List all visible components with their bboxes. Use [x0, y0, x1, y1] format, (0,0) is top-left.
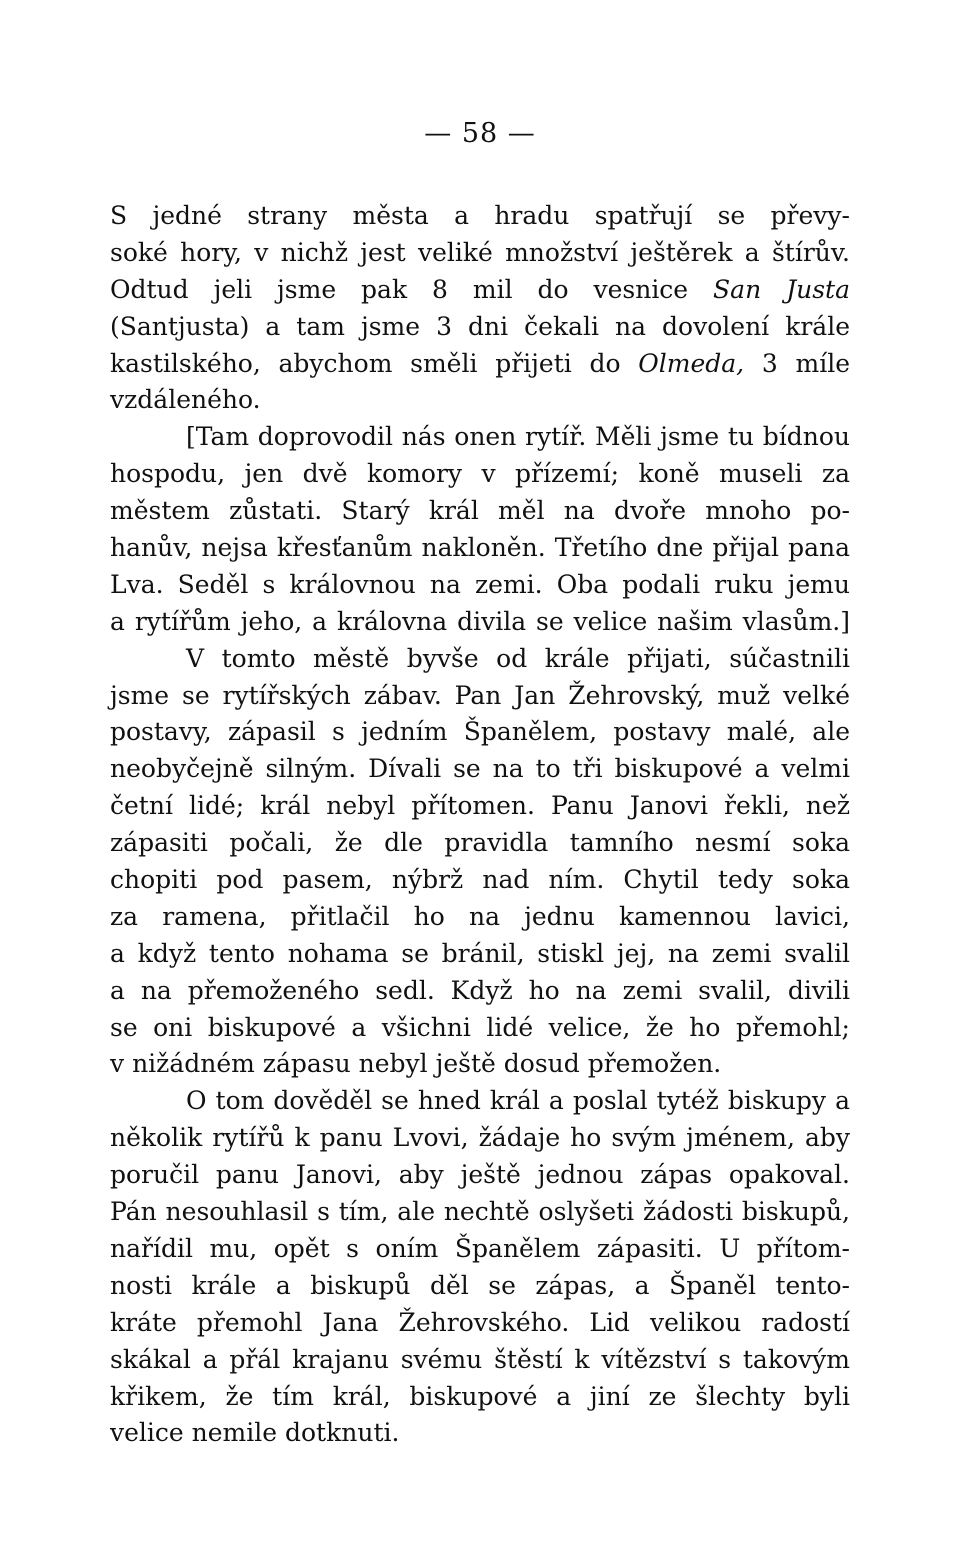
text-run: městem zůstati. Starý král měl na dvoře mnoho po- [110, 496, 850, 526]
text-run: Pán nesouhlasil s tím, ale nechtě oslyšeti žádosti biskupů, [110, 1197, 850, 1227]
text-run: nosti krále a biskupů děl se zápas, a Španěl tento- [110, 1270, 850, 1300]
text-line [110, 419, 850, 456]
text-run: křikem, že tím král, biskupové a jiní ze šlechty byli [110, 1381, 850, 1411]
text-run: S jedné strany města a hradu spatřují se převy- [110, 201, 850, 230]
text-line [110, 641, 850, 678]
text-run: hanův, nejsa křesťanům nakloněn. Třetího dne přijal pana [110, 533, 850, 563]
text-line [110, 346, 850, 383]
text-run: V tomto městě byvše od krále přijati, súčastnili [186, 643, 850, 673]
text-run: neobyčejně silným. Dívali se na to tři biskupové a velmi [110, 754, 850, 784]
text-line [110, 751, 850, 788]
text-run: skákal a přál krajanu svému štěstí k vítězství s takovým [110, 1344, 850, 1374]
text-line [110, 825, 850, 862]
text-line [110, 862, 850, 899]
text-line [110, 382, 850, 419]
page-number: — 58 — [424, 118, 536, 149]
text-run: O tom dověděl se hned král a poslal tytéž biskupy a [186, 1086, 850, 1116]
italic-place-name: Olmeda, [638, 348, 745, 378]
text-line [110, 272, 850, 309]
text-run: jsme se rytířských zábav. Pan Jan Žehrovský, muž velké [110, 680, 850, 710]
text-run: poručil panu Janovi, aby ještě jednou zápas opakoval. [110, 1160, 850, 1190]
text-line [110, 567, 850, 604]
text-line [110, 1010, 850, 1047]
text-run: vzdáleného. [110, 385, 261, 415]
text-run: hospodu, jen dvě komory v přízemí; koně museli za [110, 459, 850, 489]
text-line [110, 714, 850, 751]
text-line [110, 1342, 850, 1379]
italic-place-name: San Justa [713, 274, 851, 304]
text-line [110, 899, 850, 936]
text-run: a rytířům jeho, a královna divila se velice našim vlasům.] [110, 606, 850, 636]
text-line [110, 1120, 850, 1157]
text-line [110, 1268, 850, 1305]
text-line [110, 936, 850, 973]
text-line [110, 198, 850, 235]
text-run: za ramena, přitlačil ho na jednu kamennou lavici, [110, 901, 850, 931]
text-run: kráte přemohl Jana Žehrovského. Lid velikou radostí [110, 1307, 850, 1337]
text-run: [Tam doprovodil nás onen rytíř. Měli jsme tu bídnou [186, 422, 850, 452]
text-run: několik rytířů k panu Lvovi, žádaje ho svým jménem, aby [110, 1123, 850, 1153]
text-line [110, 493, 850, 530]
text-run: (Santjusta) a tam jsme 3 dni čekali na dovolení krále [110, 311, 850, 341]
text-run: velice nemile dotknuti. [110, 1418, 400, 1448]
text-run: Odtud jeli jsme pak 8 mil do vesnice [110, 274, 714, 304]
text-line [110, 788, 850, 825]
text-run: četní lidé; král nebyl přítomen. Panu Janovi řekli, než [110, 791, 850, 821]
text-line [110, 1415, 850, 1452]
text-line [110, 1231, 850, 1268]
text-line [110, 678, 850, 715]
text-line [110, 1379, 850, 1416]
text-line [110, 235, 850, 272]
text-line [110, 1157, 850, 1194]
text-line [110, 1046, 850, 1083]
text-run: a na přemoženého sedl. Když ho na zemi svalil, divili [110, 975, 850, 1005]
text-run: 3 míle [744, 348, 850, 378]
text-run: zápasiti počali, že dle pravidla tamního nesmí soka [110, 828, 850, 858]
text-run: nařídil mu, opět s oním Španělem zápasiti. U přítom- [110, 1233, 850, 1263]
text-line [110, 530, 850, 567]
text-line [110, 973, 850, 1010]
text-line [110, 1083, 850, 1120]
body-text [110, 198, 850, 1452]
text-run: se oni biskupové a všichni lidé velice, že ho přemohl; [110, 1012, 850, 1042]
text-line [110, 604, 850, 641]
text-run: Lva. Seděl s královnou na zemi. Oba podali ruku jemu [110, 569, 850, 599]
text-run: chopiti pod pasem, nýbrž nad ním. Chytil tedy soka [110, 865, 850, 895]
text-run: v nižádném zápasu nebyl ještě dosud přemožen. [110, 1049, 722, 1079]
text-run: postavy, zápasil s jedním Španělem, postavy malé, ale [110, 717, 850, 747]
text-line [110, 1305, 850, 1342]
text-line [110, 1194, 850, 1231]
text-run: soké hory, v nichž jest veliké množství ještěrek a štírův. [110, 237, 850, 267]
text-run: kastilského, abychom směli přijeti do [110, 348, 639, 378]
text-run: a když tento nohama se bránil, stiskl jej, na zemi svalil [110, 938, 850, 968]
text-line [110, 309, 850, 346]
text-line [110, 456, 850, 493]
